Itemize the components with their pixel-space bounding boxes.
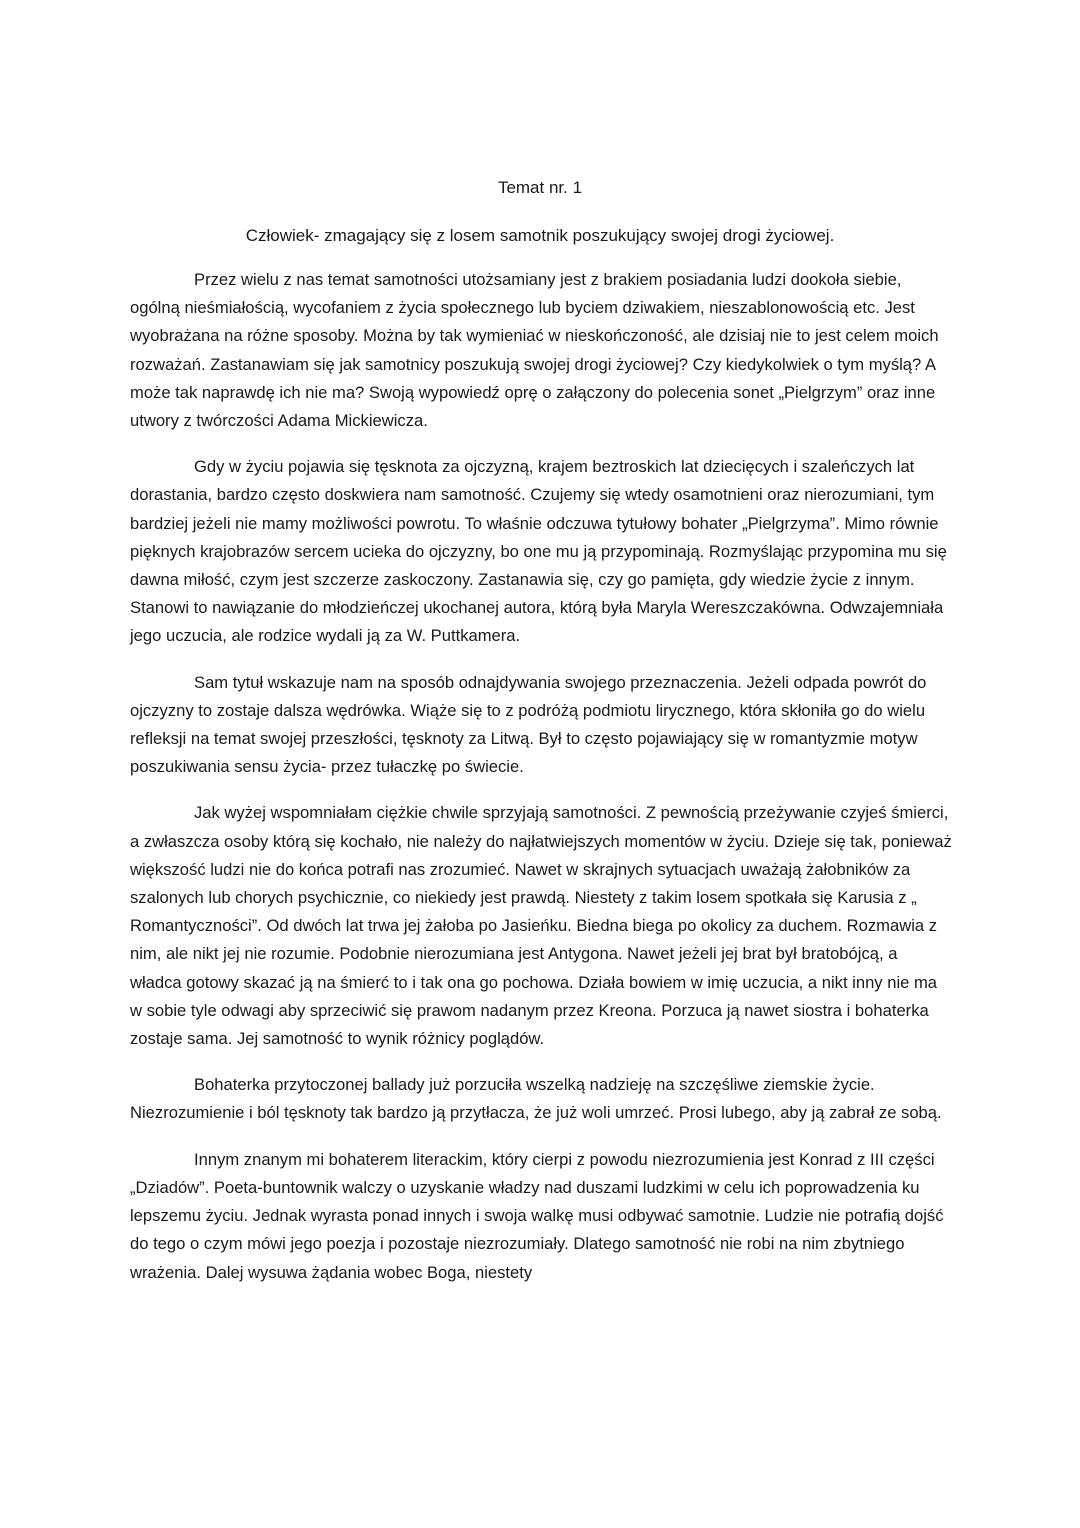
paragraph: Innym znanym mi bohaterem literackim, który cierpi z powodu niezrozumienia jest Konrad z III części „Dziadów”. Poeta-buntownik walczy o uzyskanie władzy nad duszami ludzkimi w celu ich poprowadzenia ku lepszemu życiu. Jednak wyrasta ponad innych i swoja walkę musi odbywać samotnie. Ludzie nie potrafią dojść do tego o czym mówi jego poezja i pozostaje niezrozumiały. Dlatego samotność nie robi na nim zbytniego wrażenia. Dalej wysuwa żądania wobec Boga, niestety <box>130 1149 944 1282</box>
paragraph: Przez wielu z nas temat samotności utożsamiany jest z brakiem posiadania ludzi dookoła siebie, ogólną nieśmiałością, wycofaniem z życia społecznego lub byciem dziwakiem, nieszablonowością etc. Jest wyobrażana na różne sposoby. Można by tak wymieniać w nieskończoność, ale dzisiaj nie to jest celem moich rozważań. Zastanawiam się jak samotnicy poszukują swojej drogi życiowej? Czy kiedykolwiek o tym myślą? A może tak naprawdę ich nie ma? Swoją wypowiedź oprę o załączony do polecenia sonet „Pielgrzym” oraz inne utwory z twórczości Adama Mickiewicza. <box>130 270 939 431</box>
document-subtitle: Człowiek- zmagający się z losem samotnik poszukujący swojej drogi życiowej. <box>245 226 835 245</box>
paragraph: Jak wyżej wspomniałam ciężkie chwile sprzyjają samotności. Z pewnością przeżywanie czyjeś śmierci, a zwłaszcza osoby którą się kochało, nie należy do najłatwiejszych momentów w życiu. Dzieje się tak, ponieważ większość ludzi nie do końca potrafi nas zrozumieć. Nawet w skrajnych sytuacjach uważają żałobników za szalonych lub chorych psychicznie, co niekiedy jest prawdą. Niestety z takim losem spotkała się Karusia z „ Romantyczności”. Od dwóch lat trwa jej żałoba po Jasieńku. Biedna biega po okolicy za duchem. Rozmawia z nim, ale nikt jej nie rozumie. Podobnie nierozumiana jest Antygona. Nawet jeżeli jej brat był bratobójcą, a władca gotowy skazać ją na śmierć to i tak ona go pochowa. Działa bowiem w imię uczucia, a nikt inny nie ma w sobie tyle odwagi aby sprzeciwić się prawom nadanym przez Kreona. Porzuca ją nawet siostra i bohaterka zostaje sama. Jej samotność to wynik różnicy poglądów. <box>130 803 952 1049</box>
document-body <box>130 266 952 1305</box>
paragraph: Sam tytuł wskazuje nam na sposób odnajdywania swojego przeznaczenia. Jeżeli odpada powrót do ojczyzny to zostaje dalsza wędrówka. Wiąże się to z podróżą podmiotu lirycznego, która skłoniła go do wielu refleksji na temat swojej przeszłości, tęsknoty za Litwą. Był to często pojawiający się w romantyzmie motyw poszukiwania sensu życia- przez tułaczkę po świecie. <box>130 672 927 777</box>
paragraph: Bohaterka przytoczonej ballady już porzuciła wszelką nadzieję na szczęśliwe ziemskie życie. Niezrozumienie i ból tęsknoty tak bardzo ją przytłacza, że już woli umrzeć. Prosi lubego, aby ją zabrał ze sobą. <box>130 1075 942 1123</box>
document-title: Temat nr. 1 <box>497 178 583 197</box>
paragraph: Gdy w życiu pojawia się tęsknota za ojczyzną, krajem beztroskich lat dziecięcych i szaleńczych lat dorastania, bardzo często doskwiera nam samotność. Czujemy się wtedy osamotnieni oraz nierozumiani, tym bardziej jeżeli nie mamy możliwości powrotu. To właśnie odczuwa tytułowy bohater „Pielgrzyma”. Mimo równie pięknych krajobrazów sercem ucieka do ojczyzny, bo one mu ją przypominają. Rozmyślając przypomina mu się dawna miłość, czym jest szczerze zaskoczony. Zastanawia się, czy go pamięta, gdy wiedzie życie z innym. Stanowi to nawiązanie do młodzieńczej ukochanej autora, którą była Maryla Wereszczakówna. Odwzajemniała jego uczucia, ale rodzice wydali ją za W. Puttkamera. <box>130 457 947 646</box>
